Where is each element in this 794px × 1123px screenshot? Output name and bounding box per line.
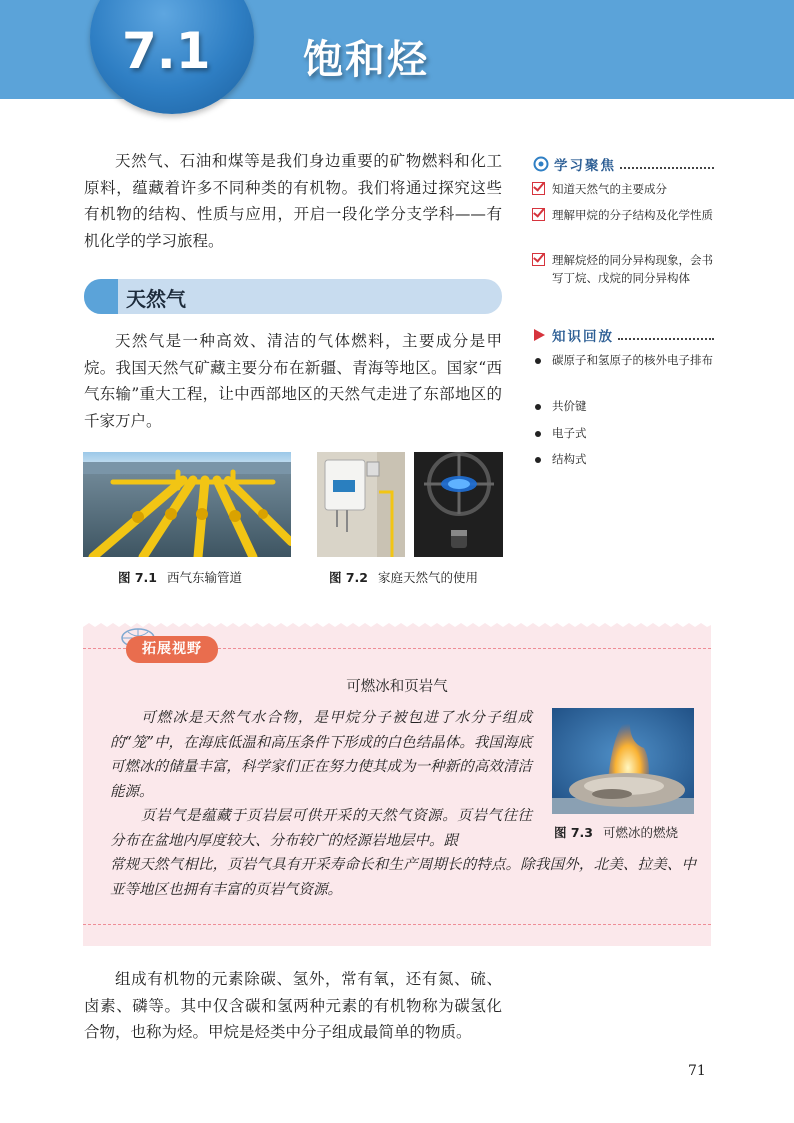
review-item	[532, 450, 717, 468]
learning-focus-title: 学习聚焦	[554, 158, 616, 174]
gas-stove-photo	[414, 452, 503, 557]
bullet-icon	[535, 431, 541, 437]
review-item-text: 共价键	[552, 399, 587, 413]
section-heading	[84, 279, 502, 314]
bullet-icon	[535, 457, 541, 463]
focus-target-icon	[532, 156, 550, 172]
figure-caption-text: 可燃冰的燃烧	[603, 825, 679, 840]
figure-caption-text: 家庭天然气的使用	[378, 570, 479, 585]
gas-water-heater-photo	[317, 452, 405, 557]
bullet-icon	[535, 358, 541, 364]
play-triangle-icon	[532, 328, 546, 342]
chapter-number: 7.1	[122, 22, 211, 80]
extension-badge: 拓展视野	[126, 636, 218, 663]
review-item	[532, 351, 717, 369]
extension-paragraph-2b: 常规天然气相比，页岩气具有开采寿命长和生产周期长的特点。除我国外，北美、拉美、中亚等地区也拥有丰富的页岩气资源。	[110, 857, 696, 898]
figure-7-1-caption	[118, 568, 242, 586]
figure-label: 图 7.3	[554, 825, 593, 840]
checkbox-icon	[532, 208, 545, 221]
zigzag-border	[83, 623, 711, 635]
focus-item	[532, 180, 717, 200]
natural-gas-paragraph: 天然气是一种高效、清洁的气体燃料，主要成分是甲烷。我国天然气矿藏主要分布在新疆、青海等地区。国家“西气东输”重大工程，让中西部地区的天然气走进了东部地区的千家万户。	[84, 332, 502, 430]
figure-label: 图 7.1	[118, 570, 157, 585]
extension-bottom-dashed-rule	[83, 924, 711, 925]
focus-item-text: 理解甲烷的分子结构及化学性质	[552, 208, 713, 222]
focus-item-text: 理解烷烃的同分异构现象，会书写丁烷、戊烷的同分异构体	[552, 253, 713, 285]
knowledge-review-title: 知识回放	[552, 329, 614, 345]
figure-7-3-caption	[554, 823, 678, 841]
knowledge-review-heading	[532, 325, 714, 345]
extension-paragraph-1: 可燃冰是天然气水合物，是甲烷分子被包进了水分子组成的“笼”中，在海底低温和高压条件下形成的白色结晶体。我国海底可燃冰的储量丰富，科学家们正在努力使其成为一种新的高效清洁能源。	[110, 710, 532, 800]
burning-combustible-ice-photo	[552, 708, 694, 814]
intro-paragraph: 天然气、石油和煤等是我们身边重要的矿物燃料和化工原料，蕴藏着许多不同种类的有机物。我们将通过探究这些有机物的结构、性质与应用，开启一段化学分支学科——有机化学的学习旅程。	[84, 152, 502, 250]
figure-7-2-caption	[329, 568, 478, 586]
heading-dotted-rule	[618, 330, 714, 340]
closing-paragraph: 组成有机物的元素除碳、氢外，常有氧，还有氮、硫、卤素、磷等。其中仅含碳和氢两种元素的有机物称为碳氢化合物，也称为烃。甲烷是烃类中分子组成最简单的物质。	[84, 970, 502, 1041]
figure-label: 图 7.2	[329, 570, 368, 585]
learning-focus-heading	[532, 154, 714, 174]
review-item-text: 结构式	[552, 452, 587, 466]
extension-title: 可燃冰和页岩气	[346, 679, 448, 695]
focus-item	[532, 251, 717, 287]
focus-item-text: 知道天然气的主要成分	[552, 182, 667, 196]
section-heading-label: 天然气	[126, 287, 186, 311]
checkbox-icon	[532, 182, 545, 195]
bullet-icon	[535, 404, 541, 410]
heading-dotted-rule	[620, 159, 714, 169]
extension-paragraph-2a: 页岩气是蕴藏于页岩层可供开采的天然气资源。页岩气往往分布在盆地内厚度较大、分布较广的烃源岩地层中。跟	[110, 808, 532, 849]
checkbox-icon	[532, 253, 545, 266]
section-heading-tab	[84, 279, 118, 314]
focus-item	[532, 206, 717, 226]
review-item-text: 电子式	[552, 426, 587, 440]
review-item	[532, 397, 717, 415]
figure-caption-text: 西气东输管道	[167, 570, 243, 585]
chapter-title: 饱和烃	[303, 37, 429, 83]
review-item	[532, 424, 717, 442]
page-number: 71	[688, 1063, 706, 1079]
review-item-text: 碳原子和氢原子的核外电子排布	[552, 353, 713, 367]
pipeline-photo	[83, 452, 291, 557]
